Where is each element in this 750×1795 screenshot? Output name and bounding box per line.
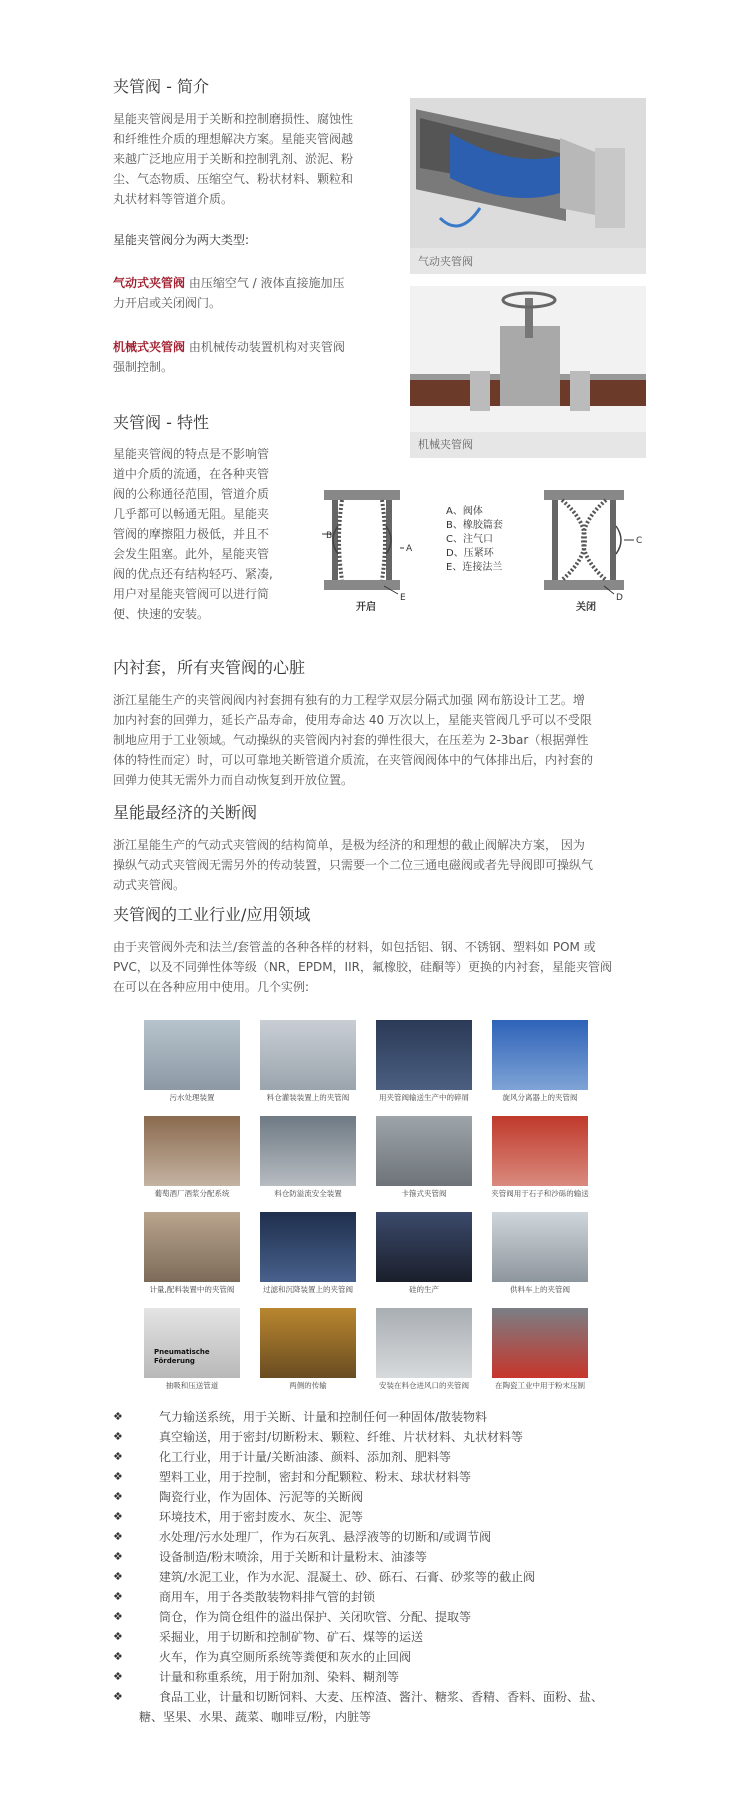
- diagram-letter-b: B: [326, 531, 333, 541]
- bullet-icon: ❖: [113, 1570, 123, 1583]
- application-photo: [260, 1308, 356, 1378]
- features-paragraph: [113, 444, 303, 624]
- features-line: 星能夹管阀的特点是不影响管: [113, 447, 270, 461]
- application-photo-caption: 计量,配料装置中的夹管阀: [149, 1285, 235, 1294]
- type-pneumatic-desc-2: 力开启或关闭阀门。: [113, 296, 222, 310]
- features-line: 几乎都可以畅通无阻。星能夹: [113, 507, 270, 521]
- liner-line: 体的特性而定）时，可以可靠地关断管道介质流，在夹管阀阀体中的气体排出后，内衬套的: [113, 753, 594, 767]
- features-line: 阀的优点还有结构轻巧、紧凑,: [113, 567, 273, 581]
- economic-line: 浙江星能生产的气动式夹管阀的结构简单，是极为经济的和理想的截止阀解决方案， 因为: [113, 838, 585, 852]
- application-photo: [492, 1020, 588, 1090]
- type-mechanical-desc-2: 强制控制。: [113, 360, 174, 374]
- application-photo-caption: 夹管阀用于石子和沙砾的输送: [491, 1189, 589, 1198]
- features-line: 道中介质的流通，在各种夹管: [113, 467, 270, 481]
- list-item: [113, 1607, 653, 1627]
- pneumatic-valve-illustration: [410, 98, 646, 248]
- diagram-letter-e: E: [400, 593, 406, 603]
- application-photo-caption: 两侧的传输: [289, 1381, 327, 1390]
- application-photo-caption: 葡萄酒厂酒浆分配系统: [154, 1189, 230, 1198]
- application-photo: [376, 1308, 472, 1378]
- closed-valve-drawing: [544, 490, 634, 594]
- list-item-text: 设备制造/粉末喷涂，用于关断和计量粉末、油漆等: [159, 1550, 428, 1564]
- intro-heading: 夹管阀 - 简介: [113, 77, 209, 96]
- diagram-letter-a: A: [406, 544, 413, 554]
- list-item: [113, 1667, 653, 1687]
- bullet-icon: ❖: [113, 1650, 123, 1663]
- application-photo: [144, 1212, 240, 1282]
- application-photo-caption: 用夹管阀输送生产中的碎屑: [379, 1093, 469, 1102]
- bullet-icon: ❖: [113, 1610, 123, 1623]
- application-photo-grid: [140, 1020, 600, 1400]
- application-photo: [492, 1212, 588, 1282]
- mechanical-valve-illustration: [410, 286, 646, 432]
- diagram-letter-c: C: [636, 536, 643, 546]
- mechanical-valve-photo: [410, 286, 646, 458]
- intro-line: 来越广泛地应用于关断和控制乳剂、淤泥、粉: [113, 152, 354, 166]
- application-photo-caption: 供料车上的夹管阀: [510, 1285, 570, 1294]
- bullet-icon: ❖: [113, 1410, 123, 1423]
- application-photo: [376, 1020, 472, 1090]
- application-photo: [492, 1116, 588, 1186]
- bullet-icon: ❖: [113, 1630, 123, 1643]
- list-item-text: 商用车，用于各类散装物料排气管的封锁: [159, 1590, 376, 1604]
- list-item: [113, 1547, 653, 1567]
- bullet-icon: ❖: [113, 1590, 123, 1603]
- application-photo-caption: 安装在料仓进风口的夹管阀: [379, 1381, 469, 1390]
- list-item: [113, 1407, 653, 1427]
- application-photo-caption: 抽吸和压送管道: [165, 1381, 219, 1390]
- bullet-icon: ❖: [113, 1430, 123, 1443]
- list-item: [113, 1527, 653, 1547]
- list-item-text: 建筑/水泥工业，作为水泥、混凝土、砂、砾石、石膏、砂浆等的截止阀: [159, 1570, 536, 1584]
- list-item-text: 陶瓷行业，作为固体、污泥等的关断阀: [159, 1490, 364, 1504]
- diagram-legend-d: D、压紧环: [446, 548, 494, 559]
- list-item-text: 真空输送，用于密封/切断粉末、颗粒、纤维、片状材料、丸状材料等: [159, 1430, 524, 1444]
- application-photo: [144, 1308, 240, 1378]
- intro-paragraph: [113, 109, 383, 209]
- application-photo-caption: 旋风分离器上的夹管阀: [502, 1093, 578, 1102]
- applications-line: PVC，以及不同弹性体等级（NR，EPDM，IIR，氟橡胶，硅酮等）更换的内衬套，星能夹管阀: [113, 960, 612, 974]
- application-photo-caption: 料仓灌装装置上的夹管阀: [266, 1093, 350, 1102]
- photo-inset-text: [154, 1348, 210, 1366]
- list-item-text: 筒仓，作为筒仓组件的溢出保护、关闭吹管、分配、提取等: [159, 1610, 472, 1624]
- features-line: 管阀的摩擦阻力极低，并且不: [113, 527, 270, 541]
- bullet-icon: ❖: [113, 1510, 123, 1523]
- application-photo-caption: 过滤和沉降装置上的夹管阀: [263, 1285, 353, 1294]
- type-mechanical: [113, 337, 383, 377]
- list-item: [113, 1427, 653, 1447]
- application-photo: [492, 1308, 588, 1378]
- features-line: 便、快速的安装。: [113, 607, 210, 621]
- application-photo-caption: 硅的生产: [409, 1285, 439, 1294]
- features-line: 阀的公称通径范围，管道介质: [113, 487, 270, 501]
- application-photo-caption: 料仓防溢流安全装置: [274, 1189, 342, 1198]
- application-photo: [376, 1116, 472, 1186]
- list-item: [113, 1587, 653, 1607]
- diagram-open-label: 开启: [356, 602, 376, 613]
- applications-heading: 夹管阀的工业行业/应用领域: [113, 905, 311, 924]
- list-item-continuation: 糖、坚果、水果、蔬菜、咖啡豆/粉，内脏等: [139, 1710, 372, 1724]
- list-item: [113, 1687, 653, 1707]
- list-item-text: 水处理/污水处理厂，作为石灰乳、悬浮液等的切断和/或调节阀: [159, 1530, 492, 1544]
- pneumatic-valve-caption: 气动夹管阀: [418, 255, 473, 268]
- list-item: [113, 1507, 653, 1527]
- liner-paragraph: [113, 690, 653, 790]
- bullet-icon: ❖: [113, 1490, 123, 1503]
- liner-line: 浙江星能生产的夹管阀阀内衬套拥有独有的力工程学双层分隔式加强 网布筋设计工艺。增: [113, 693, 585, 707]
- features-line: 会发生阻塞。此外，星能夹管: [113, 547, 270, 561]
- application-list: [113, 1407, 653, 1727]
- list-item: [113, 1647, 653, 1667]
- list-item-text: 环境技术，用于密封废水、灰尘、泥等: [159, 1510, 364, 1524]
- list-item-text: 塑料工业，用于控制，密封和分配颗粒、粉末、球状材料等: [159, 1470, 472, 1484]
- application-photo: [144, 1020, 240, 1090]
- type-pneumatic-desc: 由压缩空气 / 液体直接施加压: [185, 276, 345, 290]
- list-item-text: 采掘业，用于切断和控制矿物、矿石、煤等的运送: [159, 1630, 424, 1644]
- economic-line: 操纵气动式夹管阀无需另外的传动装置，只需要一个二位三通电磁阀或者先导阀即可操纵气: [113, 858, 594, 872]
- diagram-legend-b: B、橡胶篇套: [446, 520, 503, 531]
- diagram-letter-d: D: [616, 593, 623, 603]
- list-item: [113, 1467, 653, 1487]
- diagram-legend-a: A、阀体: [446, 506, 483, 517]
- open-valve-drawing: [322, 490, 404, 594]
- list-item-text: 火车，作为真空厕所系统等粪便和灰水的止回阀: [159, 1650, 412, 1664]
- economic-paragraph: [113, 835, 653, 895]
- intro-line: 星能夹管阀是用于关断和控制磨损性、腐蚀性: [113, 112, 354, 126]
- applications-line: 在可以在各种应用中使用。几个实例:: [113, 980, 310, 994]
- mechanical-valve-caption: 机械夹管阀: [418, 438, 473, 451]
- photo-inset-line: Förderung: [154, 1357, 195, 1365]
- bullet-icon: ❖: [113, 1670, 123, 1683]
- photo-inset-line: Pneumatische: [154, 1348, 210, 1356]
- list-item-text: 化工行业，用于计量/关断油漆、颜料、添加剂、肥料等: [159, 1450, 452, 1464]
- bullet-icon: ❖: [113, 1550, 123, 1563]
- type-pneumatic: [113, 273, 383, 313]
- application-photo-caption: 污水处理装置: [169, 1093, 215, 1102]
- application-photo: [260, 1020, 356, 1090]
- liner-line: 回弹力使其无需外力而自动恢复到开放位置。: [113, 773, 354, 787]
- type-pneumatic-name: 气动式夹管阀: [113, 276, 186, 290]
- list-item: [113, 1627, 653, 1647]
- liner-line: 制地应用于工业领域。气动操纵的夹管阀内衬套的弹性很大，在压差为 2-3bar（根据弹性: [113, 733, 589, 747]
- valve-diagram-svg: [318, 486, 648, 616]
- diagram-closed-label: 关闭: [576, 602, 596, 613]
- application-photo: [144, 1116, 240, 1186]
- features-line: 用户对星能夹管阀可以进行简: [113, 587, 270, 601]
- types-title: 星能夹管阀分为两大类型:: [113, 233, 250, 247]
- list-item: [113, 1567, 653, 1587]
- applications-line: 由于夹管阀外壳和法兰/套管盖的各种各样的材料，如包括铝、钢、不锈钢、塑料如 POM 或: [113, 940, 596, 954]
- valve-structure-diagram: [318, 486, 648, 616]
- features-heading: 夹管阀 - 特性: [113, 413, 209, 432]
- application-photo: [376, 1212, 472, 1282]
- application-photo-caption: 在陶瓷工业中用于粉末压制: [495, 1381, 585, 1390]
- application-photo: [260, 1116, 356, 1186]
- list-item-text: 计量和称重系统，用于附加剂、染料、糊剂等: [159, 1670, 400, 1684]
- economic-line: 动式夹管阀。: [113, 878, 186, 892]
- diagram-legend-c: C、注气口: [446, 534, 493, 545]
- application-photo: [260, 1212, 356, 1282]
- diagram-legend-e: E、连接法兰: [446, 562, 503, 573]
- bullet-icon: ❖: [113, 1450, 123, 1463]
- type-mechanical-name: 机械式夹管阀: [113, 340, 186, 354]
- liner-line: 加内衬套的回弹力，延长产品寿命，使用寿命达 40 万次以上，星能夹管阀几乎可以不受限: [113, 713, 592, 727]
- bullet-icon: ❖: [113, 1530, 123, 1543]
- bullet-icon: ❖: [113, 1470, 123, 1483]
- intro-line: 丸状材料等管道介质。: [113, 192, 234, 206]
- pneumatic-valve-photo: [410, 98, 646, 274]
- liner-heading: 内衬套，所有夹管阀的心脏: [113, 658, 306, 677]
- intro-line: 尘、气态物质、压缩空气、粉状材料、颗粒和: [113, 172, 354, 186]
- applications-paragraph: [113, 937, 653, 997]
- economic-heading: 星能最经济的关断阀: [113, 803, 258, 822]
- list-item-text: 食品工业，计量和切断饲料、大麦、压榨渣、酱汁、糖浆、香精、香料、面粉、盐、: [159, 1690, 604, 1704]
- list-item: [113, 1487, 653, 1507]
- type-mechanical-desc: 由机械传动装置机构对夹管阀: [185, 340, 345, 354]
- bullet-icon: ❖: [113, 1690, 123, 1703]
- list-item: [113, 1447, 653, 1467]
- application-photo-caption: 卡箍式夹管阀: [401, 1189, 447, 1198]
- intro-line: 和纤维性介质的理想解决方案。星能夹管阀越: [113, 132, 354, 146]
- list-item-text: 气力输送系统，用于关断、计量和控制任何一种固体/散装物料: [159, 1410, 488, 1424]
